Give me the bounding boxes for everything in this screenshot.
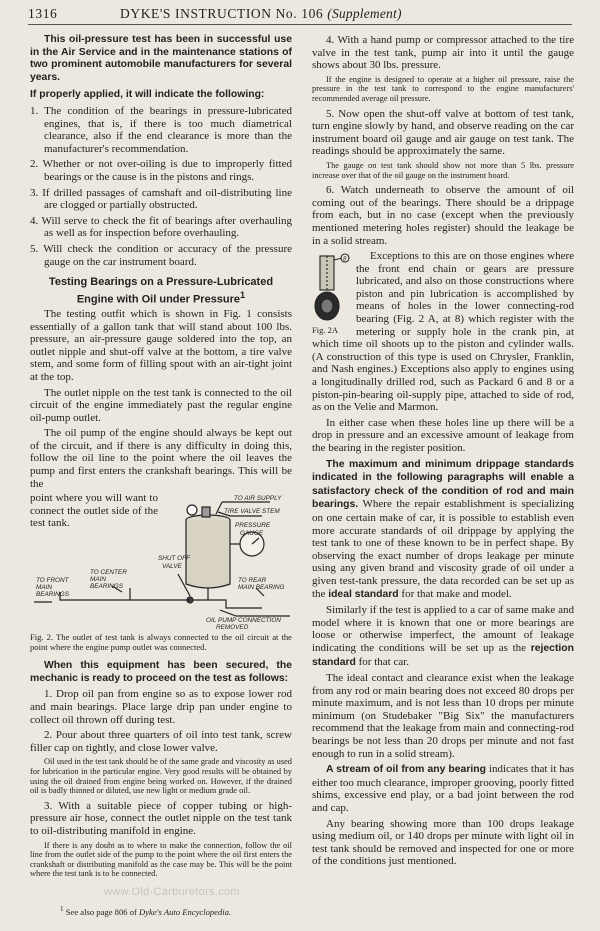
step-1: 1. Drop oil pan from engine so as to expose lower rod and main bearings. Place large drip pan under engine to collect oil thrown off during test. bbox=[30, 688, 292, 726]
watermark: www.Old-Carburetors.com bbox=[104, 886, 240, 898]
indicates-heading: If properly applied, it will indicate the following: bbox=[30, 89, 265, 101]
running-title: DYKE'S INSTRUCTION No. 106 (Supplement) bbox=[120, 6, 402, 21]
fig-2a-label: Fig. 2A bbox=[312, 324, 338, 335]
step-6: 6. Watch underneath to observe the amount of oil coming out of the bearings. There should be a drippage from each, but in no case (except when the previously mentioned metering holes register) should the leakage be in a solid stream. bbox=[312, 184, 574, 247]
page-number: 1316 bbox=[28, 6, 58, 21]
label-front-1: TO FRONT bbox=[36, 577, 69, 585]
fig-2a-illustration bbox=[312, 250, 352, 336]
label-pressure: PRESSURE bbox=[235, 522, 271, 530]
list-item: 2. Whether or not over-oiling is due to improperly fitted bearings or the cause is in the pistons and rings. bbox=[30, 158, 292, 183]
step-2: 2. Pour about three quarters of oil into test tank, screw filler cap on tightly, and close lower valve. bbox=[30, 729, 292, 754]
stream-paragraph: A stream of oil from any bearing indicates that it has either too much clearance, improper grooving, poorly fitted shims, excessive end play, or a bad joint between the rod and cap. bbox=[312, 763, 574, 815]
label-center-3: BEARINGS bbox=[90, 583, 124, 591]
label-shut-off: SHUT OFF bbox=[158, 555, 190, 563]
secured-paragraph: When this equipment has been secured, the mechanic is ready to proceed on the test as follows: bbox=[30, 660, 292, 684]
indications-list bbox=[30, 105, 292, 268]
intro-paragraph: This oil-pressure test has been in successful use in the Air Service and in the maintenance stations of two prominent automobile manufacturers for several years. bbox=[30, 34, 292, 83]
label-gauge: GAUGE bbox=[240, 530, 264, 538]
right-column bbox=[312, 34, 574, 871]
fig-2-illustration bbox=[30, 492, 292, 632]
label-center-1: TO CENTER bbox=[90, 569, 127, 577]
label-pump-1: OIL PUMP CONNECTION bbox=[206, 617, 281, 625]
supplement-label: (Supplement) bbox=[327, 6, 402, 21]
list-item: 3. If drilled passages of camshaft and oil-distributing line are clogged or partially obstructed. bbox=[30, 186, 292, 212]
step-4-note: If the engine is designed to operate at a higher oil pressure, raise the pressure in the test tank to correspond to the engine manufacturers' recommended average oil pressure. bbox=[312, 74, 574, 103]
similarly-paragraph: Similarly if the test is applied to a car of same make and model where it is known that one or more bearings are loose or otherwise imperfect, the amount of leakage indicating the conditions will be set up as the rejection standard for that car. bbox=[312, 604, 574, 668]
step-3-note: If there is any doubt as to where to make the connection, follow the oil line from the outlet side of the pump to the point where the oil first enters the crankshaft or distributing manifold as the case may be. This will be the point where the test tank is to be connected. bbox=[30, 840, 292, 879]
nipple-paragraph: The outlet nipple on the test tank is connected to the oil circuit of the engine immediately past the regular engine oil-pump outlet. bbox=[30, 386, 292, 424]
exceptions-paragraph: Exceptions to this are on those engines where the front end chain or gears are pressure lubricated, and also on those constructions where piston and pin lubrication is accomplished by means of holes in the lower connecting-rod bearing (Fig. 2 A, at 8) which register with the metering or supply hole in the crank pin, at which time oil shoots up to the piston and cylinder walls. (A construction of this type is used on Chrysler, Franklin, and Nash engines.) Exceptions also apply to engines using a longitudinally drilled rod, such as Packard 6 and 8 or a piston-pin-bearing oil-supply pipe, attached to side of rod, as on the Velie and Marmon. bbox=[312, 250, 574, 414]
label-front-2: MAIN bbox=[36, 584, 52, 592]
either-paragraph: In either case when these holes line up there will be a drop in pressure and an excessive amount of leakage from the bearing in the register position. bbox=[312, 416, 574, 454]
label-pump-2: REMOVED bbox=[216, 624, 249, 632]
label-valve: VALVE bbox=[162, 563, 182, 571]
label-rear-1: TO REAR bbox=[238, 577, 267, 585]
step-4: 4. With a hand pump or compressor attached to the tire valve in the test tank, pump air into it until the gauge shows about 30 lbs. pressure. bbox=[312, 34, 574, 72]
pump-paragraph: The oil pump of the engine should always be kept out of the circuit, and if there is any difficulty in doing this, follow the oil line to the point where the oil leaves the pump and first enters the crankshaft bearings. This will be the bbox=[30, 427, 292, 490]
label-tire-valve: TIRE VALVE STEM bbox=[224, 508, 280, 516]
outfit-paragraph: The testing outfit which is shown in Fig. 1 consists essentially of a gallon tank that will stand about 100 lbs. pressure, an air-pressure gauge soldered into the top, an outlet nipple and shut-off valve at the bottom, a tire valve stem, and some form of filling spout with an air-tight joint at the top. bbox=[30, 307, 292, 383]
footnote: $^1$ See also page 806 of Dyke's Auto Encyclopedia. bbox=[60, 905, 232, 917]
fig-2-caption: Fig. 2. The outlet of test tank is always connected to the oil circuit at the point where the engine pump outlet was connected. bbox=[30, 632, 292, 653]
pump-paragraph-continued: point where you will want to connect the outlet side of the test tank. bbox=[30, 492, 158, 530]
test-tank-diagram bbox=[30, 492, 292, 632]
any-bearing-paragraph: Any bearing showing more than 100 drops leakage using medium oil, or 140 drops per minute with light oil in test tank should be removed and inspected for one or more of the conditions just mentioned. bbox=[312, 817, 574, 868]
label-air-supply: TO AIR SUPPLY bbox=[234, 495, 282, 503]
fig-2a-marker: 8 bbox=[343, 256, 347, 263]
section-heading: Testing Bearings on a Pressure-Lubricated Engine with Oil under Pressure$^1$ bbox=[48, 276, 274, 306]
label-center-2: MAIN bbox=[90, 576, 106, 584]
step-5: 5. Now open the shut-off valve at bottom of test tank, turn engine slowly by hand, and observe reading on the car instrument board oil gauge and air gauge on test tank. The readings should be approximately the same. bbox=[312, 107, 574, 158]
left-column bbox=[30, 34, 292, 883]
header-rule bbox=[28, 24, 572, 25]
ideal-paragraph: The ideal contact and clearance exist when the leakage from any rod or main bearing does not exceed 80 drops per minute maximum, and is not less than 10 drops per minute minimum (on Studebaker "Big Six" the manufacturers recommend that the leakage from main and connecting-rod bearings be not less than 20 drops per minute and not fast enough to run in a solid stream). bbox=[312, 672, 574, 760]
step-3: 3. With a suitable piece of copper tubing or high-pressure air hose, connect the outlet nipple on the test tank to oil-distributing manifold in engine. bbox=[30, 799, 292, 837]
list-item: 1. The condition of the bearings in pressure-lubricated engines, that is, if there is too much diametrical clearance, also if the end clearance is more than the manufacturer's recommendation. bbox=[30, 104, 292, 155]
maxmin-paragraph: The maximum and minimum drippage standards indicated in the following paragraphs will enable a satisfactory check of the condition of rod and main bearings. Where the repair establishment is specializing on one certain make of car, it is possible to establish even more accurate standards of oil drippage by applying the test tank to one of these known to be in perfect shape. By observing the exact number of drops leakage per minute using any given brand and viscosity grade of oil under a given test-tank pressure, the data recorded can be set up as the ideal standard for that make and model. bbox=[312, 458, 574, 600]
page-header bbox=[28, 4, 572, 24]
label-rear-2: MAIN BEARING bbox=[238, 584, 285, 592]
list-item: 4. Will serve to check the fit of bearings after overhauling as well as for inspection before overhauling. bbox=[30, 214, 292, 240]
footnote-ref: 1 bbox=[240, 289, 246, 300]
step-5-note: The gauge on test tank should show not more than 5 lbs. pressure increase over that of the oil gauge on the instrument board. bbox=[312, 160, 574, 180]
connecting-rod-diagram bbox=[312, 250, 352, 326]
list-item: 5. Will check the condition or accuracy of the pressure gauge on the car instrument board. bbox=[30, 242, 292, 268]
label-front-3: BEARINGS bbox=[36, 591, 70, 599]
step-2-note: Oil used in the test tank should be of the same grade and viscosity as used for lubrication in the particular engine. Very good results will be obtained by using the oil drained from engine being worked on. However, if the drained oil is badly thinned or diluted, use new light or medium grade oil. bbox=[30, 757, 292, 796]
